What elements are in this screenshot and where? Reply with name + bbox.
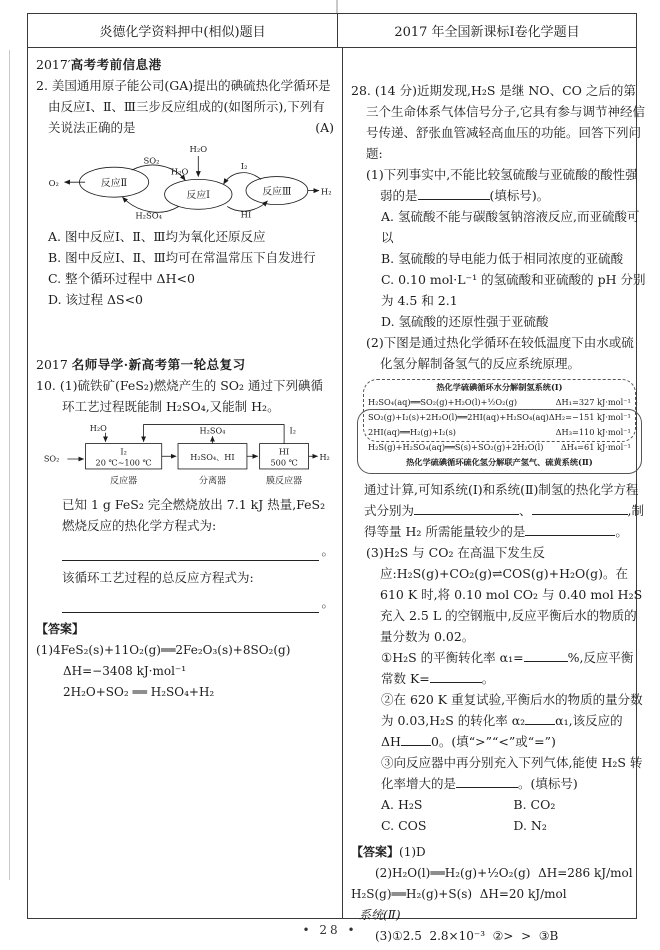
o2-label: O₂	[48, 177, 59, 188]
blank-underline	[62, 546, 319, 561]
left-column	[28, 48, 343, 918]
calc-text-a: 通过计算,可知系统(Ⅰ)和系统(Ⅱ)制氢的热化学方程式分别为	[364, 482, 639, 518]
i2-recycle-label: I₂	[289, 425, 297, 436]
fill-in-blank	[525, 713, 555, 725]
q10-answer-blank-1	[62, 540, 334, 561]
question-10-stem: 10. (1)硫铁矿(FeS₂)燃烧产生的 SO₂ 通过下列碘循环工艺过程既能制 H₂SO₄,又能制 H₂。	[36, 378, 324, 415]
answer-label: 【答案】	[351, 845, 400, 859]
option-d: D. 氢硫酸的还原性强于亚硫酸	[381, 314, 549, 329]
fill-in-blank	[532, 503, 628, 515]
q28-part2-calc	[364, 479, 646, 542]
membrane-line1: HI	[278, 446, 290, 457]
iodine-sulfur-cycle-diagram	[42, 141, 334, 223]
comparison-table	[27, 13, 646, 943]
option-b: B. CO₂	[513, 797, 556, 812]
equation-3: 2HI(aq)══H₂(g)+I₂(s)	[368, 427, 456, 437]
equation-1: H₂SO₄(aq)══SO₂(g)+H₂O(l)+½O₂(g)	[368, 397, 518, 407]
option-c: C. COS	[381, 818, 427, 833]
q28-part3-subitems	[381, 647, 646, 836]
option-b: B. 氢硫酸的导电能力低于相同浓度的亚硫酸	[381, 251, 624, 266]
option-a: A. 图中反应Ⅰ、Ⅱ、Ⅲ均为氧化还原反应	[48, 229, 266, 245]
h2-output-label: H₂	[319, 452, 330, 463]
q28-part1-options	[381, 206, 646, 332]
q10-total-reaction-question: 该循环工艺过程的总反应方程式为:	[62, 570, 254, 586]
answer-label: 【答案】	[36, 622, 85, 637]
so2-label: SO₂	[143, 155, 160, 166]
fill-in-blank	[418, 188, 490, 200]
thermochemical-system-box	[355, 377, 644, 475]
sub1-text-c: 。	[481, 671, 495, 686]
calc-text-c: ,制得等量 H₂ 所需能量较少的是	[364, 503, 645, 539]
system-2-title: 热化学硫碘循环硫化氢分解联产氢气、硫黄系统(Ⅱ)	[406, 457, 593, 467]
question-28-stem: 28. (14 分)近期发现,H₂S 是继 NO、CO 之后的第三个生命体系气体信号分子,它具有参与调节神经信号传递、舒张血管减轻高血压的功能。回答下列问题:	[351, 83, 645, 161]
section-1-year: 2017′	[36, 57, 71, 72]
sub3-text-b: 。(填标号)	[518, 776, 578, 791]
sub3-text-a: ③向反应器中再分别充入下列气体,能使 H₂S 转化率增大的是	[381, 755, 643, 791]
iodine-cycle-flow-diagram	[42, 420, 334, 491]
h2o-feed-label: H₂O	[189, 144, 208, 155]
i2-arc-arrow	[224, 173, 261, 184]
right-column	[343, 48, 654, 943]
sub1-text-a: ①H₂S 的平衡转化率 α₁=	[381, 650, 524, 665]
q10-answer-line-1	[36, 619, 334, 661]
q28-answer-line-1	[351, 842, 646, 863]
separator-caption: 分离器	[198, 476, 227, 487]
so2-input-label: SO₂	[43, 454, 60, 465]
reactor-caption: 反应器	[110, 476, 138, 487]
fill-in-blank	[525, 524, 615, 536]
fill-in-blank	[414, 503, 519, 515]
h2-label: H₂	[320, 186, 332, 197]
sub-question-1	[381, 647, 646, 689]
h2o-arc-label: H₂O	[170, 166, 189, 177]
reaction-1-label: 反应Ⅰ	[186, 190, 211, 202]
equation-2: SO₂(g)+I₂(s)+2H₂O(l)══2HI(aq)+H₂SO₄(aq)	[368, 412, 549, 422]
sub3-options-row-2	[381, 815, 646, 836]
equation-row-3	[355, 425, 644, 440]
question-10-body	[62, 494, 334, 613]
membrane-caption: 膜反应器	[266, 476, 303, 487]
part1-tail-text: (填标号)。	[489, 188, 550, 203]
sub-question-2	[381, 689, 646, 752]
section-1-title-text: 高考考前信息港	[70, 57, 162, 72]
equation-row-2	[355, 410, 644, 425]
q10-answer-blank-2	[62, 592, 334, 613]
question-2-options	[48, 226, 334, 310]
q10-answer-block	[36, 619, 334, 703]
part1-lead-text: (1)下列事实中,不能比较氢硫酸与亚硫酸的酸性强弱的是	[366, 167, 638, 203]
scan-artifact-line	[9, 50, 10, 880]
q28-part2-lead: (2)下图是通过热化学循环在较低温度下由水或硫化氢分解制备氢气的反应系统原理。	[366, 335, 634, 371]
sub2-text-a: ②在 620 K 重复试验,平衡后水的物质的量分数为 0.03,H₂S 的转化率 α₂	[381, 692, 643, 728]
q28-part-1	[366, 164, 646, 332]
option-a: A. H₂S	[381, 797, 423, 812]
q10-answer-line-2: ΔH=−3408 kJ·mol⁻¹	[63, 664, 187, 679]
reactor-line1: I₂	[120, 446, 127, 457]
delta-h-3: ΔH₃=110 kJ·mol⁻¹	[555, 427, 631, 437]
q10-answer-equation: (1)4FeS₂(s)+11O₂(g)══2Fe₂O₃(s)+8SO₂(g)	[36, 643, 291, 658]
option-d: D. N₂	[513, 818, 547, 833]
question-2-text: 2. 美国通用原子能公司(GA)提出的碘硫热化学循环是由反应Ⅰ、Ⅱ、Ⅲ三步反应组成的(如图所示),下列有关说法正确的是	[36, 78, 331, 135]
fill-in-blank	[401, 734, 431, 746]
fill-in-blank	[456, 776, 518, 788]
h2so4-label: H₂SO₄	[135, 210, 163, 221]
section-title-2	[36, 354, 334, 375]
q28-answer-1: (1)D	[399, 845, 426, 859]
equation-row-1	[355, 395, 644, 410]
calc-text-b: 、	[519, 503, 532, 518]
table-body-row	[28, 48, 646, 943]
option-b: B. 图中反应Ⅰ、Ⅱ、Ⅲ均可在常温常压下自发进行	[48, 250, 316, 266]
calc-text-d: 。	[615, 524, 628, 539]
section-2-title-text: 名师导学·新高考第一轮总复习	[71, 357, 246, 373]
i2-label: I₂	[240, 161, 248, 172]
sub2-text-c: 0。(填“>”“<”或“=”)	[430, 734, 556, 749]
system-1-title: 热化学硫碘循环水分解制氢系统(Ⅰ)	[436, 382, 563, 392]
section-2-year: 2017	[36, 357, 72, 373]
h2o-input-label: H₂O	[89, 423, 107, 434]
blank-period: 。	[321, 595, 334, 611]
equation-row-4	[355, 440, 644, 455]
separator-line1: H₂SO₄、HI	[190, 452, 235, 463]
q10-answer-line-3: 2H₂O+SO₂ ══ H₂SO₄+H₂	[63, 685, 215, 700]
delta-h-4: ΔH₄=61 kJ·mol⁻¹	[560, 442, 631, 452]
option-c: C. 0.10 mol·L⁻¹ 的氢硫酸和亚硫酸的 pH 分别为 4.5 和 2.1	[381, 272, 646, 308]
q28-part3-lead: (3)H₂S 与 CO₂ 在高温下发生反应:H₂S(g)+CO₂(g)⇌COS(g)+H₂O(g)。在 610 K 时,将 0.10 mol CO₂ 与 0.40 mol H₂S 充入 2.5 L 的空钢瓶中,反应平衡后水的物质的量分数为 0.02。	[366, 545, 643, 644]
q28-answer-line-4: (3)①2.5 2.8×10⁻³ ②> > ③B	[375, 929, 559, 943]
option-a: A. 氢硫酸不能与碳酸氢钠溶液反应,而亚硫酸可以	[381, 209, 640, 245]
fill-in-blank	[524, 650, 568, 662]
reaction-3-label: 反应Ⅲ	[262, 186, 292, 198]
equation-4: H₂S(g)+H₂SO₄(aq)══S(s)+SO₂(g)+2H₂O(l)	[368, 442, 544, 452]
table-header-row	[28, 14, 636, 48]
blank-underline	[62, 598, 319, 613]
fill-in-blank	[430, 671, 482, 683]
delta-h-1: ΔH₁=327 kJ·mol⁻¹	[555, 397, 631, 407]
section-title-1	[36, 54, 334, 75]
scan-artifact-tick	[336, 0, 338, 13]
sub1-text-b: %,反应平衡常数 K=	[381, 650, 634, 686]
delta-h-2: ΔH₂=−151 kJ·mol⁻¹	[548, 412, 631, 422]
option-d: D. 该过程 ΔS<0	[48, 292, 144, 308]
hi-label: HI	[240, 209, 252, 220]
q10-known-text: 已知 1 g FeS₂ 完全燃烧放出 7.1 kJ 热量,FeS₂ 燃烧反应的热化学方程式为:	[62, 497, 326, 534]
q28-answer-line-2: (2)H₂O(l)══H₂(g)+½O₂(g) ΔH=286 kJ/mol H₂S(g)══H₂(g)+S(s) ΔH=20 kJ/mol	[351, 866, 641, 901]
header-right-cell: 2017 年全国新课标Ⅰ卷化学题目	[394, 25, 580, 40]
question-2-answer-mark: (A)	[315, 120, 334, 135]
blank-period: 。	[321, 543, 334, 559]
header-left-cell: 炎德化学资料押中(相似)题目	[28, 14, 338, 47]
q28-answer-line-3: 系统(Ⅱ)	[359, 908, 401, 922]
h2so4-output-label: H₂SO₄	[199, 425, 226, 436]
reaction-2-label: 反应Ⅱ	[100, 177, 128, 189]
question-2-stem	[36, 75, 334, 138]
sub2-text-b: α₁,该反应的 ΔH	[381, 713, 623, 749]
sub3-options-row-1	[381, 794, 646, 815]
page-number: • 28 •	[302, 923, 358, 937]
q28-part1-lead	[366, 164, 646, 206]
membrane-line2: 500 ℃	[270, 457, 298, 468]
reactor-line2: 20 ℃~100 ℃	[95, 457, 152, 468]
option-c: C. 整个循环过程中 ΔH<0	[48, 271, 195, 287]
sub-question-3	[381, 752, 646, 794]
